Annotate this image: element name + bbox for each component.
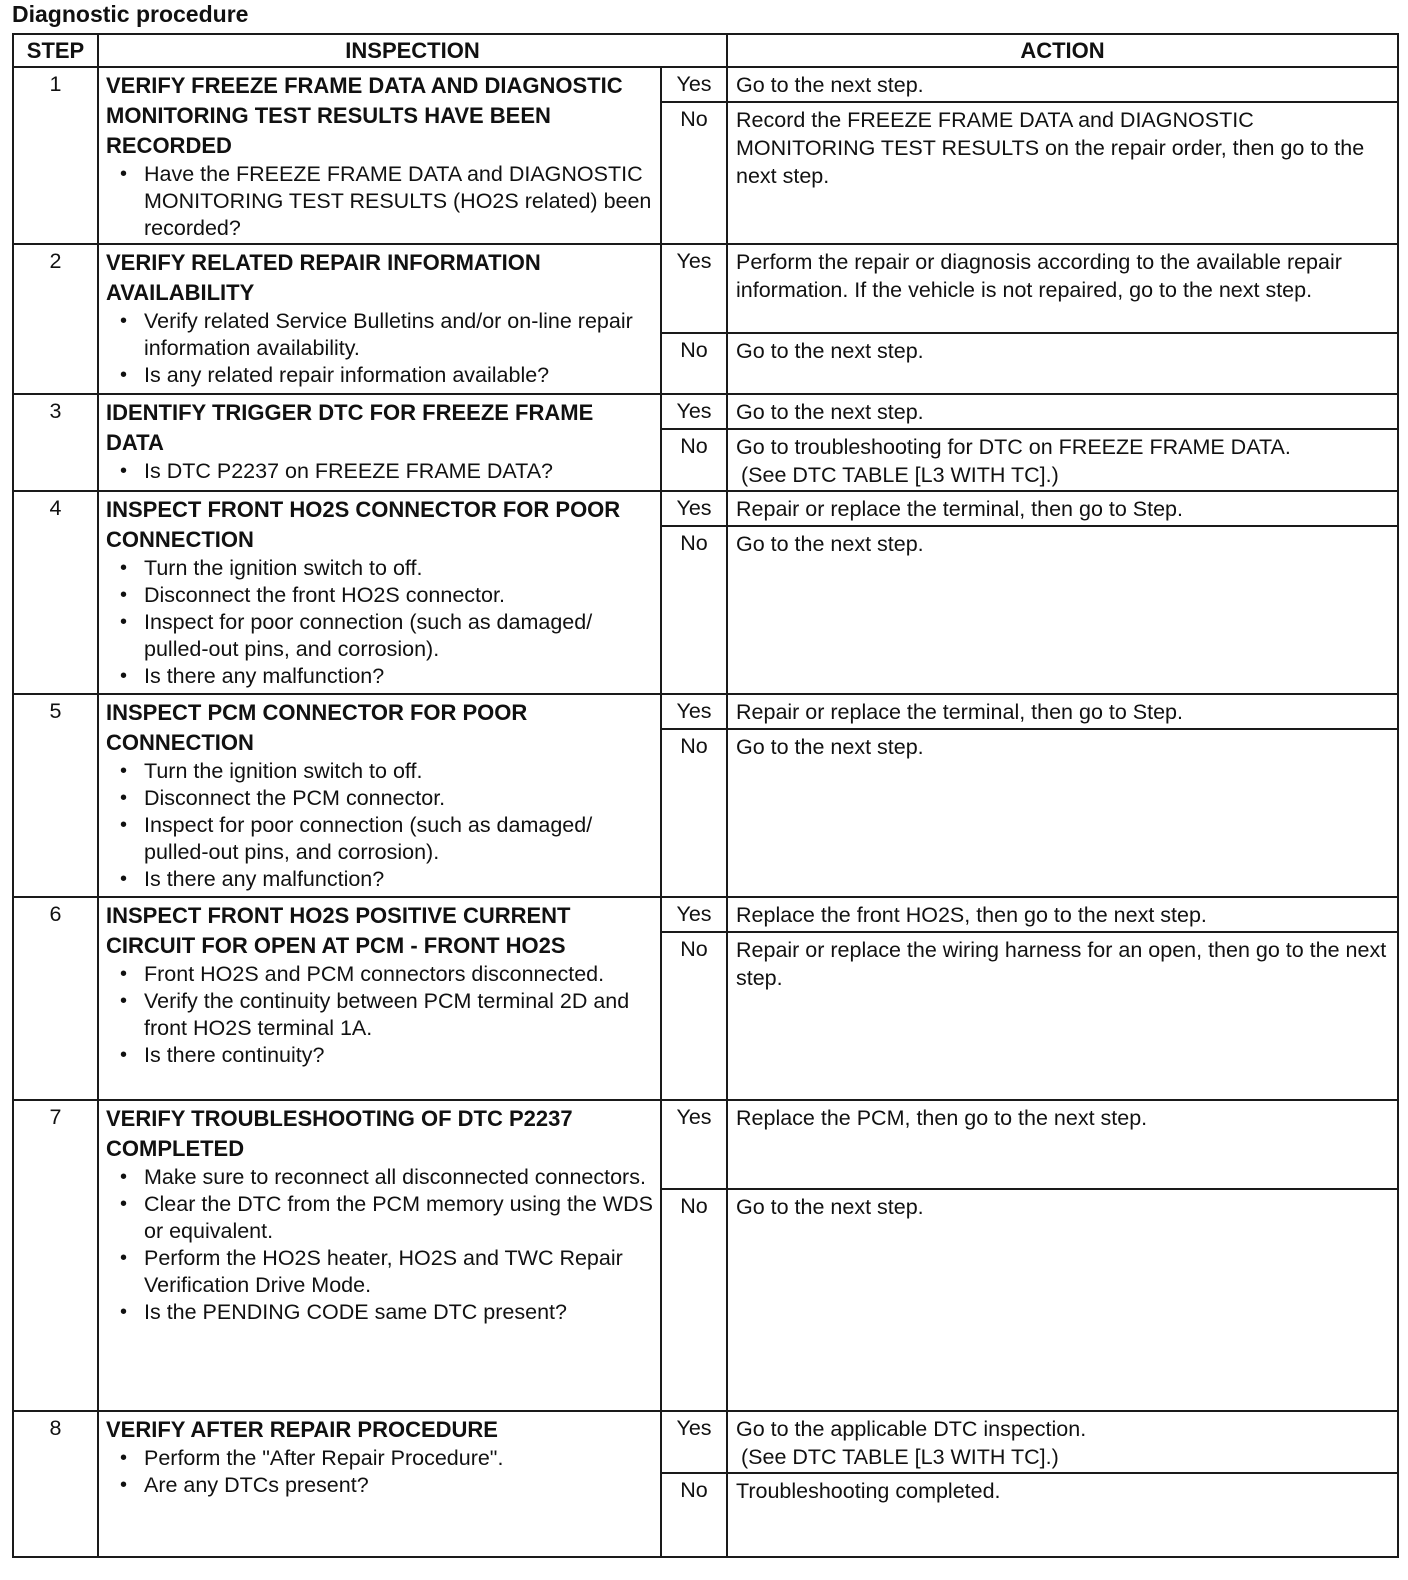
action-yes: Go to the applicable DTC inspection. — [736, 1417, 1087, 1441]
answer-no: No — [661, 429, 727, 491]
action-yes: Repair or replace the terminal, then go to Step. — [727, 694, 1398, 729]
action-yes: Perform the repair or diagnosis according to the available repair information. If the vehicle is not repaired, go to the next step. — [727, 244, 1398, 333]
header-step: STEP — [13, 34, 98, 67]
inspection-title: VERIFY TROUBLESHOOTING OF DTC P2237 COMPLETED — [106, 1106, 573, 1161]
inspection-cell — [98, 244, 661, 394]
table-row — [13, 694, 1398, 729]
inspection-cell — [98, 394, 661, 491]
inspection-item: • Is any related repair information available? — [106, 362, 656, 389]
inspection-list — [106, 555, 656, 690]
action-yes: Replace the PCM, then go to the next step. — [727, 1100, 1398, 1189]
action-no: Go to the next step. — [727, 729, 1398, 897]
answer-yes: Yes — [661, 1411, 727, 1473]
inspection-title: IDENTIFY TRIGGER DTC FOR FREEZE FRAME DATA — [106, 400, 594, 455]
answer-no: No — [661, 1473, 727, 1557]
diagnostic-table — [12, 33, 1399, 1558]
inspection-item: • Is there any malfunction? — [106, 663, 656, 690]
inspection-item: • Turn the ignition switch to off. — [106, 555, 656, 582]
step-number: 4 — [13, 491, 98, 694]
inspection-list — [106, 161, 656, 242]
inspection-item: • Turn the ignition switch to off. — [106, 758, 656, 785]
action-no: Repair or replace the wiring harness for an open, then go to the next step. — [727, 932, 1398, 1100]
action-yes-cell — [727, 1411, 1398, 1473]
answer-yes: Yes — [661, 897, 727, 932]
header-action: ACTION — [727, 34, 1398, 67]
answer-yes: Yes — [661, 1100, 727, 1189]
inspection-list — [106, 758, 656, 893]
step-number: 5 — [13, 694, 98, 897]
answer-no: No — [661, 729, 727, 897]
header-row — [13, 34, 1398, 67]
inspection-title: VERIFY RELATED REPAIR INFORMATION AVAILABILITY — [106, 250, 541, 305]
action-yes: Repair or replace the terminal, then go to Step. — [727, 491, 1398, 526]
inspection-cell — [98, 67, 661, 244]
action-no: Go to the next step. — [727, 333, 1398, 394]
inspection-item: • Perform the HO2S heater, HO2S and TWC Repair Verification Drive Mode. — [106, 1245, 656, 1299]
answer-yes: Yes — [661, 694, 727, 729]
inspection-list — [106, 961, 656, 1069]
inspection-item: • Disconnect the PCM connector. — [106, 785, 656, 812]
see-reference: (See DTC TABLE [L3 WITH TC].) — [741, 463, 1059, 487]
step-number: 6 — [13, 897, 98, 1100]
inspection-item: • Inspect for poor connection (such as damaged/ pulled-out pins, and corrosion). — [106, 609, 656, 663]
answer-yes: Yes — [661, 394, 727, 429]
table-row — [13, 394, 1398, 429]
action-yes: Go to the next step. — [727, 67, 1398, 102]
inspection-list — [106, 1164, 656, 1326]
step-number: 7 — [13, 1100, 98, 1411]
answer-yes: Yes — [661, 67, 727, 102]
inspection-item: • Is the PENDING CODE same DTC present? — [106, 1299, 656, 1326]
step-number: 2 — [13, 244, 98, 394]
table-row — [13, 1411, 1398, 1473]
inspection-item: • Are any DTCs present? — [106, 1472, 656, 1499]
inspection-title: INSPECT PCM CONNECTOR FOR POOR CONNECTION — [106, 700, 528, 755]
inspection-cell — [98, 491, 661, 694]
inspection-item: • Front HO2S and PCM connectors disconnected. — [106, 961, 656, 988]
inspection-cell — [98, 694, 661, 897]
table-row — [13, 897, 1398, 932]
action-yes: Go to the next step. — [727, 394, 1398, 429]
inspection-item: • Inspect for poor connection (such as damaged/ pulled-out pins, and corrosion). — [106, 812, 656, 866]
inspection-item: • Make sure to reconnect all disconnected connectors. — [106, 1164, 656, 1191]
action-no-cell — [727, 429, 1398, 491]
inspection-title: VERIFY AFTER REPAIR PROCEDURE — [106, 1417, 498, 1442]
inspection-item: • Have the FREEZE FRAME DATA and DIAGNOSTIC MONITORING TEST RESULTS (HO2S related) been recorded? — [106, 161, 656, 242]
action-no: Troubleshooting completed. — [727, 1473, 1398, 1557]
table-row — [13, 1100, 1398, 1189]
action-no: Go to troubleshooting for DTC on FREEZE FRAME DATA. — [736, 435, 1291, 459]
inspection-item: • Perform the "After Repair Procedure". — [106, 1445, 656, 1472]
inspection-list — [106, 1445, 656, 1499]
see-reference: (See DTC TABLE [L3 WITH TC].) — [741, 1445, 1059, 1469]
step-number: 3 — [13, 394, 98, 491]
inspection-item: • Clear the DTC from the PCM memory using the WDS or equivalent. — [106, 1191, 656, 1245]
inspection-cell — [98, 1411, 661, 1557]
inspection-title: VERIFY FREEZE FRAME DATA AND DIAGNOSTIC MONITORING TEST RESULTS HAVE BEEN RECORDED — [106, 73, 623, 158]
answer-no: No — [661, 102, 727, 244]
action-yes: Replace the front HO2S, then go to the next step. — [727, 897, 1398, 932]
answer-no: No — [661, 526, 727, 694]
inspection-item: • Verify the continuity between PCM terminal 2D and front HO2S terminal 1A. — [106, 988, 656, 1042]
inspection-item: • Verify related Service Bulletins and/or on-line repair information availability. — [106, 308, 656, 362]
table-row — [13, 491, 1398, 526]
action-no: Go to the next step. — [727, 1189, 1398, 1411]
answer-no: No — [661, 932, 727, 1100]
table-row — [13, 67, 1398, 102]
inspection-item: • Is there continuity? — [106, 1042, 656, 1069]
inspection-title: INSPECT FRONT HO2S CONNECTOR FOR POOR CONNECTION — [106, 497, 621, 552]
inspection-cell — [98, 1100, 661, 1411]
step-number: 8 — [13, 1411, 98, 1557]
header-inspection: INSPECTION — [98, 34, 727, 67]
page-title: Diagnostic procedure — [12, 1, 249, 27]
action-no: Record the FREEZE FRAME DATA and DIAGNOSTIC MONITORING TEST RESULTS on the repair order, then go to the next step. — [727, 102, 1398, 244]
answer-yes: Yes — [661, 244, 727, 333]
answer-no: No — [661, 333, 727, 394]
step-number: 1 — [13, 67, 98, 244]
inspection-cell — [98, 897, 661, 1100]
inspection-item: • Is DTC P2237 on FREEZE FRAME DATA? — [106, 458, 656, 485]
inspection-list — [106, 458, 656, 485]
inspection-title: INSPECT FRONT HO2S POSITIVE CURRENT CIRCUIT FOR OPEN AT PCM - FRONT HO2S — [106, 903, 571, 958]
inspection-list — [106, 308, 656, 389]
inspection-item: • Disconnect the front HO2S connector. — [106, 582, 656, 609]
inspection-item: • Is there any malfunction? — [106, 866, 656, 893]
answer-yes: Yes — [661, 491, 727, 526]
action-no: Go to the next step. — [727, 526, 1398, 694]
table-row — [13, 244, 1398, 333]
answer-no: No — [661, 1189, 727, 1411]
